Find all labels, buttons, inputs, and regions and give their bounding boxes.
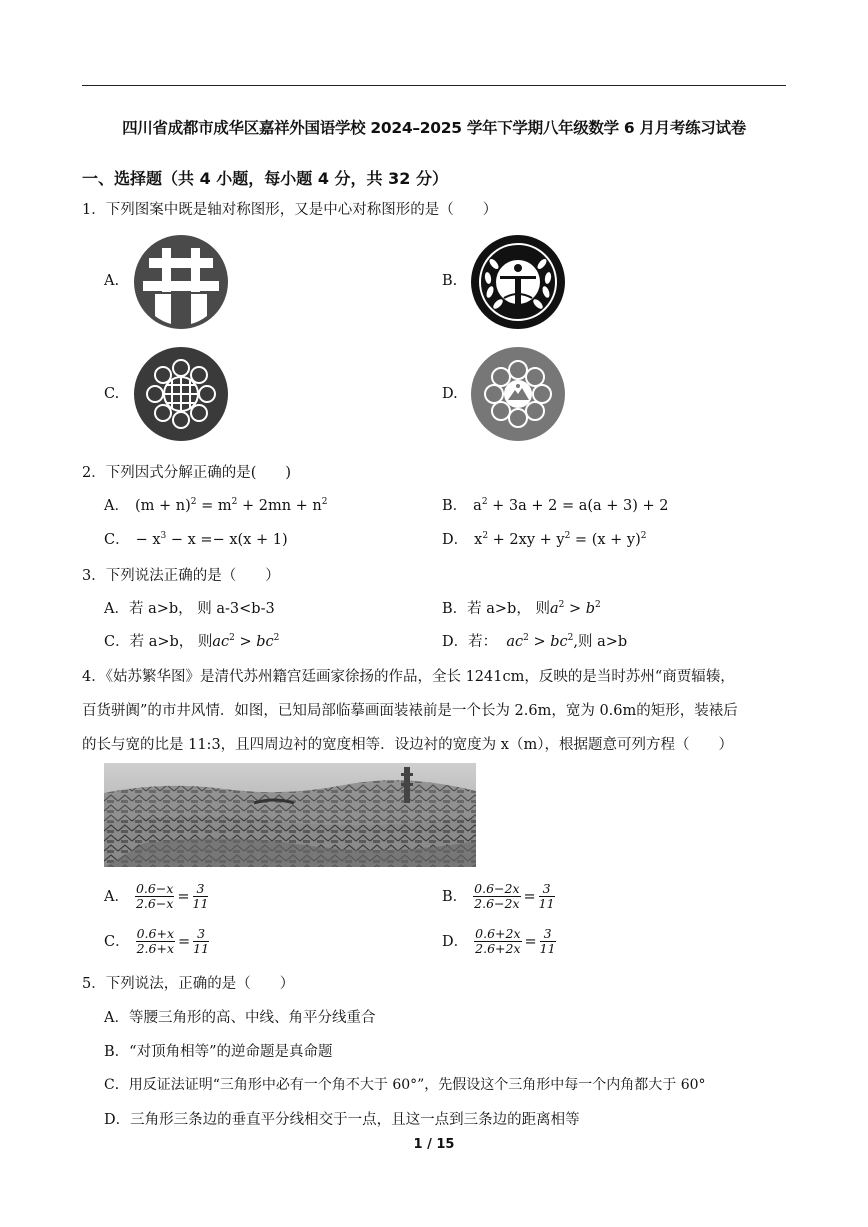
q1-stem: 1．下列图案中既是轴对称图形，又是中心对称图形的是（ ） — [82, 202, 498, 218]
q1-option-a-label: A. — [104, 273, 120, 289]
q4-option-c: C． $\frac{0.6+x}{2.6+x}$ = $\frac{3}{11}$ — [104, 926, 210, 956]
q4-d-rhs-denominator: 11 — [539, 941, 556, 956]
q1-option-c-label: C. — [104, 386, 120, 402]
q2-option-b-letter: B． — [442, 498, 468, 514]
q5-stem: 5．下列说法，正确的是（ ） — [82, 976, 295, 992]
q4-option-b-rhs — [539, 882, 555, 911]
q4-option-d-lhs — [474, 927, 521, 956]
q3-option-b: B．若 a>b， 则$a^2 > b^2$ — [442, 600, 601, 617]
q5-option-d: D．三角形三条边的垂直平分线相交于一点，且这一点到三条边的距离相等 — [104, 1112, 580, 1128]
q4-d-denominator: 2.6+2x — [475, 941, 521, 956]
q1-option-d-label: D. — [442, 386, 458, 402]
q4-b-rhs-numerator: 3 — [539, 882, 555, 897]
exam-title: 四川省成都市成华区嘉祥外国语学校 2024–2025 学年下学期八年级数学 6 月月考练习试卷 — [122, 119, 746, 137]
q4-c-denominator: 2.6+x — [136, 941, 175, 956]
q4-c-rhs-numerator: 3 — [193, 927, 209, 942]
gusu-painting-image — [104, 763, 476, 867]
q4-option-c-letter: C． — [104, 933, 130, 950]
q4-option-d: D． $\frac{0.6+2x}{2.6+2x}$ = $\frac{3}{11}$ — [442, 926, 556, 956]
q2-option-c: C． − $x^3 - x =- x(x + 1)$ — [104, 528, 288, 549]
q4-option-b-lhs — [473, 882, 520, 911]
q4-a-rhs-denominator: 11 — [192, 896, 209, 911]
q4-a-rhs-numerator: 3 — [193, 882, 209, 897]
q1-option-b-label: B. — [442, 273, 458, 289]
q4-option-c-rhs — [193, 927, 209, 956]
q2-option-d: D． $x^2 + 2xy + y^2 = (x + y)^2$ — [442, 528, 646, 549]
q4-option-a: A． $\frac{0.6-x}{2.6-x}$ = $\frac{3}{11}$ — [104, 881, 209, 911]
q3-option-a: A．若 a>b， 则 a-3<b-3 — [104, 601, 275, 617]
q3-option-c-text: C．若 a>b， 则 — [104, 634, 213, 650]
q4-b-numerator: 0.6−2x — [474, 881, 520, 896]
q4-option-d-rhs — [540, 927, 556, 956]
q4-d-rhs-numerator: 3 — [540, 927, 556, 942]
q4-b-rhs-denominator: 11 — [538, 896, 555, 911]
q4-b-denominator: 2.6−2x — [474, 896, 520, 911]
q4-a-numerator: 0.6−x — [135, 881, 174, 896]
section-heading: 一、选择题（共 4 小题，每小题 4 分，共 32 分） — [82, 169, 448, 188]
q4-option-b: B． $\frac{0.6-2x}{2.6-2x}$ = $\frac{3}{11}$ — [442, 881, 555, 911]
q4-c-numerator: 0.6+x — [136, 926, 175, 941]
q3-stem: 3．下列说法正确的是（ ） — [82, 568, 280, 584]
q1-option-d-logo — [470, 346, 566, 442]
q1-option-b-logo — [470, 234, 566, 330]
page-number: 1 / 15 — [413, 1137, 455, 1152]
q4-option-a-lhs — [135, 882, 174, 911]
q2-option-d-letter: D． — [442, 532, 469, 548]
q4-line-1: 4．《姑苏繁华图》是清代苏州籍宫廷画家徐扬的作品，全长 1241cm，反映的是当时苏州“商贾辐辏， — [82, 669, 735, 685]
q4-d-numerator: 0.6+2x — [475, 926, 521, 941]
q4-option-d-letter: D． — [442, 933, 469, 950]
q4-a-denominator: 2.6−x — [135, 896, 174, 911]
q3-option-c: C．若 a>b， 则$ac^2 > bc^2$ — [104, 633, 280, 650]
q4-option-a-letter: A． — [104, 888, 129, 905]
q3-option-d-suffix: ,则 a>b — [573, 634, 628, 650]
q2-option-b: B． $a^2 + 3a + 2 = a(a + 3) + 2$ — [442, 494, 669, 515]
q4-option-c-lhs — [136, 927, 175, 956]
q4-line-3: 的长与宽的比是 11:3，且四周边衬的宽度相等．设边衬的宽度为 x（m），根据题意可列方程（ ） — [82, 737, 733, 753]
q4-line-2: 百货骈阗”的市井风情．如图，已知局部临摹画面装裱前是一个长为 2.6m，宽为 0.6m的矩形，装裱后 — [82, 703, 738, 719]
q4-option-a-rhs — [193, 882, 209, 911]
q2-stem: 2．下列因式分解正确的是( ) — [82, 465, 292, 481]
q4-c-rhs-denominator: 11 — [193, 941, 210, 956]
q3-option-b-text: B．若 a>b， 则 — [442, 601, 550, 617]
q1-option-a-logo — [133, 234, 229, 330]
header-rule — [82, 85, 786, 86]
q1-option-c-logo — [133, 346, 229, 442]
q4-option-b-letter: B． — [442, 888, 468, 905]
q5-option-b: B．“对顶角相等”的逆命题是真命题 — [104, 1044, 333, 1060]
q5-option-a: A．等腰三角形的高、中线、角平分线重合 — [104, 1010, 376, 1026]
q3-option-d: D．若： $ac^2 > bc^2$,则 a>b — [442, 633, 628, 650]
q5-option-c: C．用反证法证明“三角形中必有一个角不大于 60°”，先假设这个三角形中每一个内角都大于 60° — [104, 1077, 706, 1093]
q2-option-c-letter: C． — [104, 532, 130, 548]
q2-option-a: A． $(m + n)^2 = m^2 + 2mn + n^2$ — [104, 494, 327, 515]
q3-option-d-text: D．若： — [442, 634, 498, 650]
q2-option-a-letter: A． — [104, 498, 129, 514]
